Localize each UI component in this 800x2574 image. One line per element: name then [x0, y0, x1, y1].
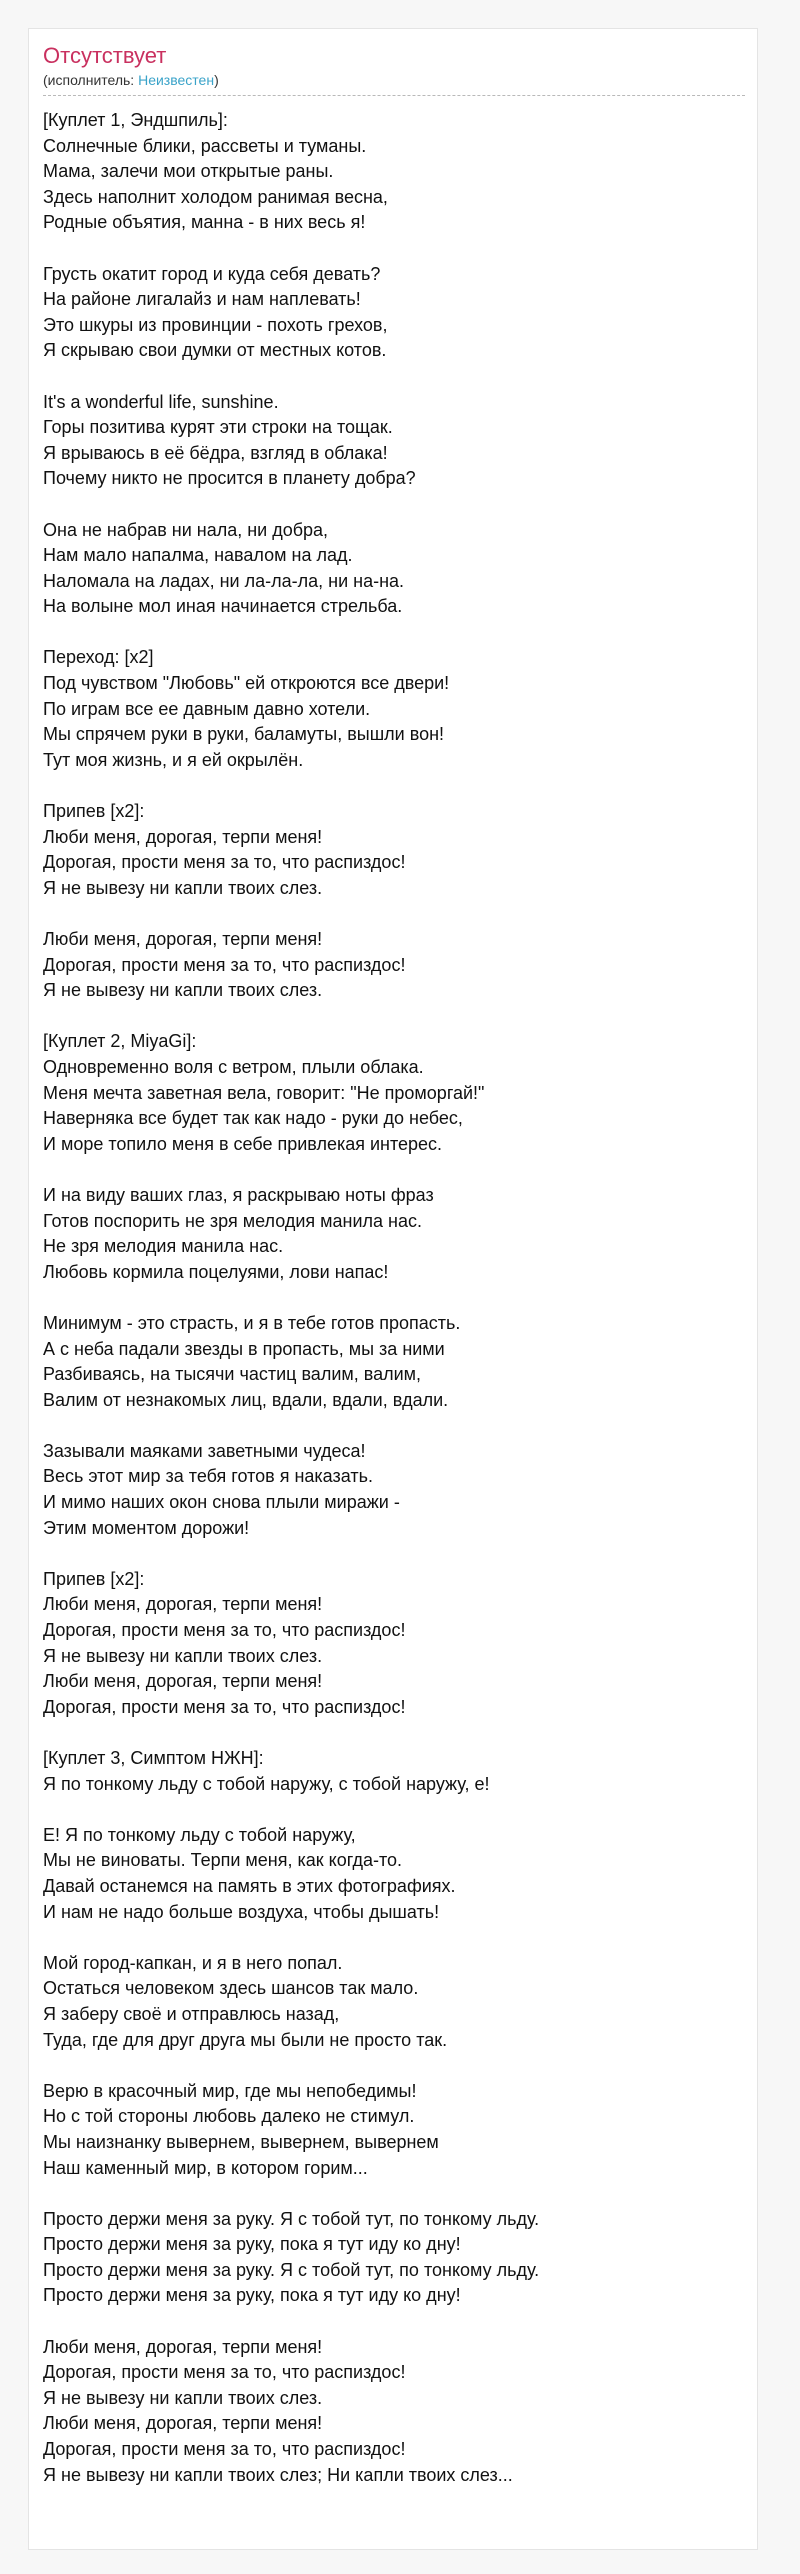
lyrics-line: Давай останемся на память в этих фотографиях.: [43, 1875, 456, 1896]
lyrics-stanza: [43, 645, 745, 773]
lyrics-line: Одновременно воля с ветром, плыли облака.: [43, 1056, 424, 1077]
lyrics-body: [43, 108, 745, 2488]
lyrics-stanza: [43, 2079, 745, 2181]
lyrics-line: Припев [x2]:: [43, 1568, 145, 1589]
lyrics-line: Не зря мелодия манила нас.: [43, 1236, 284, 1257]
lyrics-line: Я не вывезу ни капли твоих слез.: [43, 980, 323, 1001]
lyrics-line: Туда, где для друг друга мы были не просто так.: [43, 2029, 448, 2050]
lyrics-line: Весь этот мир за тебя готов я наказать.: [43, 1466, 373, 1487]
lyrics-line: Люби меня, дорогая, терпи меня!: [43, 929, 323, 949]
lyrics-line: Люби меня, дорогая, терпи меня!: [43, 1594, 323, 1615]
lyrics-line: Я не вывезу ни капли твоих слез.: [43, 1645, 323, 1666]
lyrics-line: Мой город-капкан, и я в него попал.: [43, 1952, 343, 1973]
lyrics-line: Я заберу своё и отправлюсь назад,: [43, 2003, 340, 2024]
lyrics-line: Дорогая, прости меня за то, что распиздос!: [43, 1696, 406, 1717]
lyrics-line: Я не вывезу ни капли твоих слез; Ни капли твоих слез...: [43, 2464, 513, 2485]
lyrics-line: Я врываюсь в её бёдра, взгляд в облака!: [43, 442, 388, 463]
lyrics-stanza: [43, 518, 745, 620]
lyrics-line: Люби меня, дорогая, терпи меня!: [43, 2336, 323, 2357]
lyrics-stanza: [43, 108, 745, 236]
lyrics-line: Мы не виноваты. Терпи меня, как когда-то.: [43, 1850, 403, 1871]
lyrics-line: Просто держи меня за руку. Я с тобой тут, по тонкому льду.: [43, 2259, 540, 2280]
lyrics-line: [Куплет 2, MiyaGi]:: [43, 1031, 197, 1052]
lyrics-stanza: [43, 1311, 745, 1413]
lyrics-line: Зазывали маяками заветными чудеса!: [43, 1440, 366, 1461]
lyrics-stanza: [43, 1951, 745, 2053]
lyrics-line: Готов поспорить не зря мелодия манила нас.: [43, 1210, 423, 1231]
artist-line: [43, 71, 745, 89]
lyrics-stanza: [43, 262, 745, 364]
song-title: Отсутствует: [43, 43, 167, 68]
lyrics-line: Мама, залечи мои открытые раны.: [43, 161, 334, 182]
lyrics-line: Это шкуры из провинции - похоть грехов,: [43, 314, 388, 335]
lyrics-line: Просто держи меня за руку. Я с тобой тут, по тонкому льду.: [43, 2208, 540, 2229]
lyrics-line: It's a wonderful life, sunshine.: [43, 391, 279, 412]
lyrics-line: На волыне мол иная начинается стрельба.: [43, 596, 403, 617]
lyrics-line: И море топило меня в себе привлекая интерес.: [43, 1133, 443, 1154]
lyrics-line: Но с той стороны любовь далеко не стимул.: [43, 2106, 415, 2127]
lyrics-line: Верю в красочный мир, где мы непобедимы!: [43, 2080, 417, 2101]
lyrics-line: Любовь кормила поцелуями, лови напас!: [43, 1261, 389, 1282]
lyrics-line: Она не набрав ни нала, ни добра,: [43, 519, 329, 540]
lyrics-line: Просто держи меня за руку, пока я тут иду ко дну!: [43, 2234, 461, 2255]
lyrics-line: Люби меня, дорогая, терпи меня!: [43, 2413, 323, 2434]
lyrics-line: Родные объятия, манна - в них весь я!: [43, 212, 366, 233]
lyrics-line: Мы спрячем руки в руки, баламуты, вышли вон!: [43, 724, 445, 745]
lyrics-line: Дорогая, прости меня за то, что распиздос!: [43, 2362, 406, 2383]
lyrics-card: [28, 28, 758, 2550]
lyrics-stanza: [43, 1439, 745, 1541]
lyrics-stanza: [43, 1746, 745, 1797]
lyrics-line: Тут моя жизнь, и я ей окрылён.: [43, 749, 304, 770]
lyrics-line: Меня мечта заветная вела, говорит: "Не проморгай!": [43, 1082, 485, 1103]
lyrics-line: Люби меня, дорогая, терпи меня!: [43, 1671, 323, 1692]
lyrics-line: Я не вывезу ни капли твоих слез.: [43, 877, 323, 898]
lyrics-line: Нам мало напалма, навалом на лад.: [43, 545, 353, 566]
lyrics-line: Дорогая, прости меня за то, что распиздос!: [43, 852, 406, 873]
lyrics-line: Люби меня, дорогая, терпи меня!: [43, 826, 323, 847]
lyrics-line: Дорогая, прости меня за то, что распиздос!: [43, 954, 406, 975]
artist-suffix: ): [214, 72, 219, 88]
artist-prefix: (исполнитель:: [43, 72, 139, 88]
lyrics-stanza: [43, 390, 745, 492]
lyrics-line: Дорогая, прости меня за то, что распиздос!: [43, 2439, 406, 2460]
lyrics-line: Я по тонкому льду с тобой наружу, с тобой наружу, е!: [43, 1773, 490, 1794]
lyrics-line: Почему никто не просится в планету добра?: [43, 468, 416, 489]
artist-link[interactable]: Неизвестен: [138, 72, 215, 88]
lyrics-line: Разбиваясь, на тысячи частиц валим, валим,: [43, 1364, 422, 1385]
lyrics-line: И мимо наших окон снова плыли миражи -: [43, 1492, 400, 1513]
lyrics-stanza: [43, 799, 745, 901]
lyrics-stanza: [43, 1183, 745, 1285]
lyrics-stanza: [43, 2207, 745, 2309]
lyrics-line: [Куплет 1, Эндшпиль]:: [43, 110, 228, 130]
lyrics-line: По играм все ее давным давно хотели.: [43, 698, 371, 719]
lyrics-line: И нам не надо больше воздуха, чтобы дышать!: [43, 1901, 440, 1922]
lyrics-line: Припев [x2]:: [43, 801, 145, 822]
lyrics-line: Грусть окатит город и куда себя девать?: [43, 263, 381, 284]
lyrics-stanza: [43, 1029, 745, 1157]
lyrics-line: [Куплет 3, Симптом НЖН]:: [43, 1748, 264, 1768]
header-divider: [43, 95, 745, 96]
lyrics-line: Наломала на ладах, ни ла-ла-ла, ни на-на.: [43, 570, 405, 591]
lyrics-line: Я скрываю свои думки от местных котов.: [43, 340, 387, 361]
lyrics-line: Под чувством "Любовь" ей откроются все двери!: [43, 673, 450, 694]
lyrics-line: Горы позитива курят эти строки на тощак.: [43, 417, 393, 438]
lyrics-line: Минимум - это страсть, и я в тебе готов пропасть.: [43, 1312, 461, 1333]
lyrics-line: Е! Я по тонкому льду с тобой наружу,: [43, 1824, 356, 1845]
lyrics-line: Просто держи меня за руку, пока я тут иду ко дну!: [43, 2285, 461, 2306]
lyrics-line: Солнечные блики, рассветы и туманы.: [43, 135, 367, 156]
lyrics-line: Переход: [x2]: [43, 647, 154, 668]
lyrics-line: Этим моментом дорожи!: [43, 1517, 250, 1538]
lyrics-line: Наш каменный мир, в котором горим...: [43, 2157, 368, 2178]
lyrics-line: Дорогая, прости меня за то, что распиздос!: [43, 1620, 406, 1641]
lyrics-stanza: [43, 2335, 745, 2489]
lyrics-line: Валим от незнакомых лиц, вдали, вдали, вдали.: [43, 1389, 449, 1410]
lyrics-stanza: [43, 1823, 745, 1925]
lyrics-line: Мы наизнанку вывернем, вывернем, вывернем: [43, 2131, 439, 2152]
lyrics-line: И на виду ваших глаз, я раскрываю ноты фраз: [43, 1184, 434, 1205]
lyrics-line: Наверняка все будет так как надо - руки до небес,: [43, 1108, 463, 1129]
lyrics-line: Я не вывезу ни капли твоих слез.: [43, 2387, 323, 2408]
lyrics-line: На районе лигалайз и нам наплевать!: [43, 289, 361, 310]
lyrics-stanza: [43, 927, 745, 1004]
lyrics-line: Здесь наполнит холодом ранимая весна,: [43, 186, 388, 207]
lyrics-line: А с неба падали звезды в пропасть, мы за ними: [43, 1338, 445, 1359]
lyrics-line: Остаться человеком здесь шансов так мало.: [43, 1978, 419, 1999]
lyrics-stanza: [43, 1567, 745, 1721]
